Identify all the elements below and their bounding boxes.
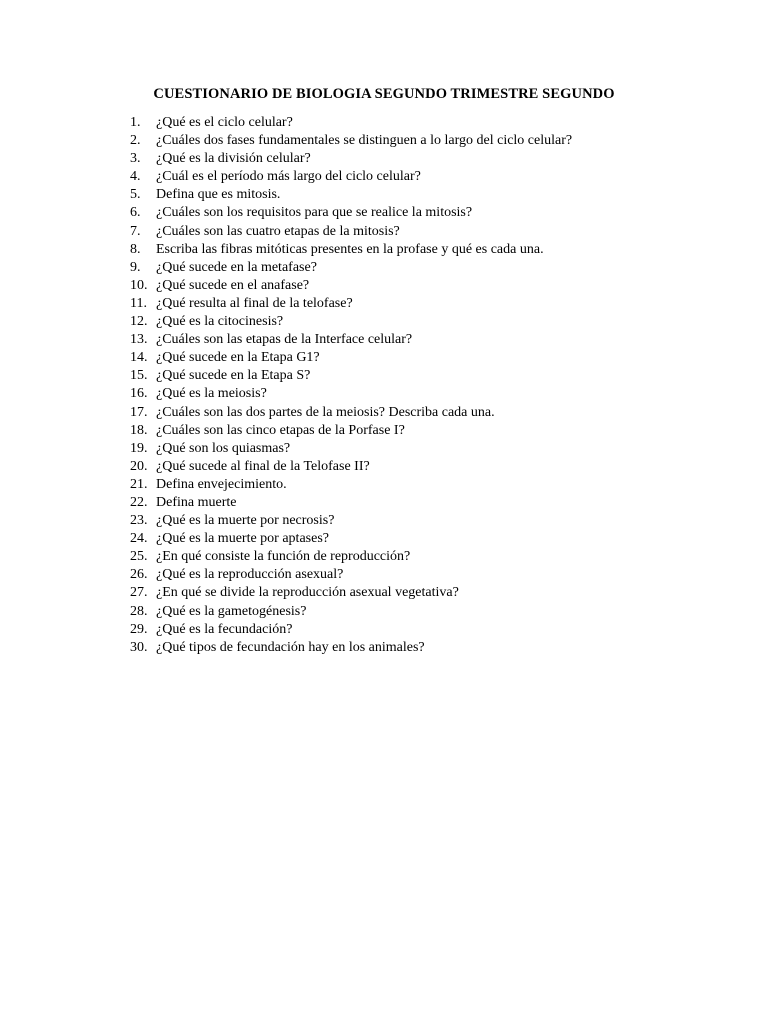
- question-text: ¿En qué consiste la función de reproducción?: [156, 549, 411, 565]
- question-item: [130, 114, 572, 132]
- question-item: [130, 367, 572, 385]
- question-text: ¿Qué sucede en la Etapa S?: [156, 368, 311, 384]
- question-item: [130, 132, 572, 150]
- question-text: ¿Cuáles son las cinco etapas de la Porfase I?: [156, 422, 405, 438]
- question-item: [130, 349, 572, 367]
- question-text: ¿Qué es la muerte por necrosis?: [156, 513, 335, 529]
- question-item: [130, 204, 572, 222]
- question-text: ¿Qué sucede en la metafase?: [156, 259, 317, 275]
- question-item: [130, 223, 572, 241]
- question-number: 3.: [130, 151, 141, 167]
- question-item: [130, 150, 572, 168]
- question-text: ¿Qué es la meiosis?: [156, 386, 267, 402]
- question-text: ¿Cuáles dos fases fundamentales se distinguen a lo largo del ciclo celular?: [156, 133, 573, 149]
- question-text: Defina envejecimiento.: [156, 476, 287, 492]
- question-number: 12.: [130, 314, 148, 330]
- question-text: ¿Cuáles son las cuatro etapas de la mitosis?: [156, 223, 400, 239]
- question-item: [130, 295, 572, 313]
- question-number: 26.: [130, 567, 148, 583]
- question-number: 16.: [130, 386, 148, 402]
- question-text: ¿Qué es la fecundación?: [156, 621, 293, 637]
- question-number: 7.: [130, 223, 141, 239]
- question-item: [130, 168, 572, 186]
- question-text: ¿Qué son los quiasmas?: [156, 440, 291, 456]
- question-number: 30.: [130, 639, 148, 655]
- question-text: ¿Qué resulta al final de la telofase?: [156, 295, 353, 311]
- question-item: [130, 313, 572, 331]
- question-number: 17.: [130, 404, 148, 420]
- question-item: [130, 422, 572, 440]
- question-item: [130, 494, 572, 512]
- question-text: ¿Qué sucede en el anafase?: [156, 277, 310, 293]
- question-number: 23.: [130, 513, 148, 529]
- question-text: ¿Qué es la muerte por aptases?: [156, 531, 329, 547]
- question-number: 1.: [130, 115, 141, 130]
- question-item: [130, 458, 572, 476]
- document-title: CUESTIONARIO DE BIOLOGIA SEGUNDO TRIMESTRE SEGUNDO: [153, 86, 615, 102]
- question-list: [130, 114, 572, 657]
- question-text: ¿En qué se divide la reproducción asexual vegetativa?: [156, 585, 459, 601]
- question-item: [130, 476, 572, 494]
- question-item: [130, 440, 572, 458]
- question-number: 22.: [130, 494, 148, 510]
- question-number: 2.: [130, 133, 141, 149]
- question-text: ¿Qué es la reproducción asexual?: [156, 567, 344, 583]
- question-item: [130, 277, 572, 295]
- question-number: 4.: [130, 169, 141, 185]
- question-item: [130, 331, 572, 349]
- question-number: 27.: [130, 585, 148, 601]
- question-item: [130, 548, 572, 566]
- question-item: [130, 566, 572, 584]
- question-number: 28.: [130, 603, 148, 619]
- question-number: 15.: [130, 368, 148, 384]
- question-number: 21.: [130, 476, 148, 492]
- question-number: 20.: [130, 458, 148, 474]
- question-text: ¿Qué tipos de fecundación hay en los animales?: [156, 639, 425, 655]
- question-number: 14.: [130, 350, 148, 366]
- question-text: ¿Qué sucede en la Etapa G1?: [156, 350, 320, 366]
- question-item: [130, 241, 572, 259]
- question-text: ¿Cuál es el período más largo del ciclo celular?: [156, 169, 421, 185]
- question-item: [130, 186, 572, 204]
- question-item: [130, 385, 572, 403]
- question-number: 8.: [130, 241, 141, 257]
- question-item: [130, 404, 572, 422]
- question-item: [130, 530, 572, 548]
- question-text: ¿Cuáles son las etapas de la Interface celular?: [156, 332, 413, 348]
- question-item: [130, 603, 572, 621]
- question-item: [130, 639, 572, 657]
- question-number: 29.: [130, 621, 148, 637]
- question-text: ¿Qué es la gametogénesis?: [156, 603, 307, 619]
- question-item: [130, 621, 572, 639]
- question-number: 11.: [130, 295, 147, 311]
- question-number: 5.: [130, 187, 141, 203]
- question-text: ¿Qué es la división celular?: [156, 151, 311, 167]
- question-number: 19.: [130, 440, 148, 456]
- question-text: ¿Qué es el ciclo celular?: [156, 115, 293, 130]
- question-number: 10.: [130, 277, 148, 293]
- question-text: ¿Cuáles son los requisitos para que se realice la mitosis?: [156, 205, 473, 221]
- question-number: 6.: [130, 205, 141, 221]
- question-text: ¿Cuáles son las dos partes de la meiosis? Describa cada una.: [156, 404, 495, 420]
- question-text: Escriba las fibras mitóticas presentes en la profase y qué es cada una.: [156, 241, 544, 257]
- question-text: Defina muerte: [156, 494, 237, 510]
- question-item: [130, 584, 572, 602]
- question-item: [130, 259, 572, 277]
- question-text: ¿Qué es la citocinesis?: [156, 314, 284, 330]
- question-text: Defina que es mitosis.: [156, 187, 281, 203]
- question-text: ¿Qué sucede al final de la Telofase II?: [156, 458, 370, 474]
- question-number: 9.: [130, 259, 141, 275]
- question-item: [130, 512, 572, 530]
- question-number: 18.: [130, 422, 148, 438]
- question-number: 13.: [130, 332, 148, 348]
- question-number: 24.: [130, 531, 148, 547]
- question-number: 25.: [130, 549, 148, 565]
